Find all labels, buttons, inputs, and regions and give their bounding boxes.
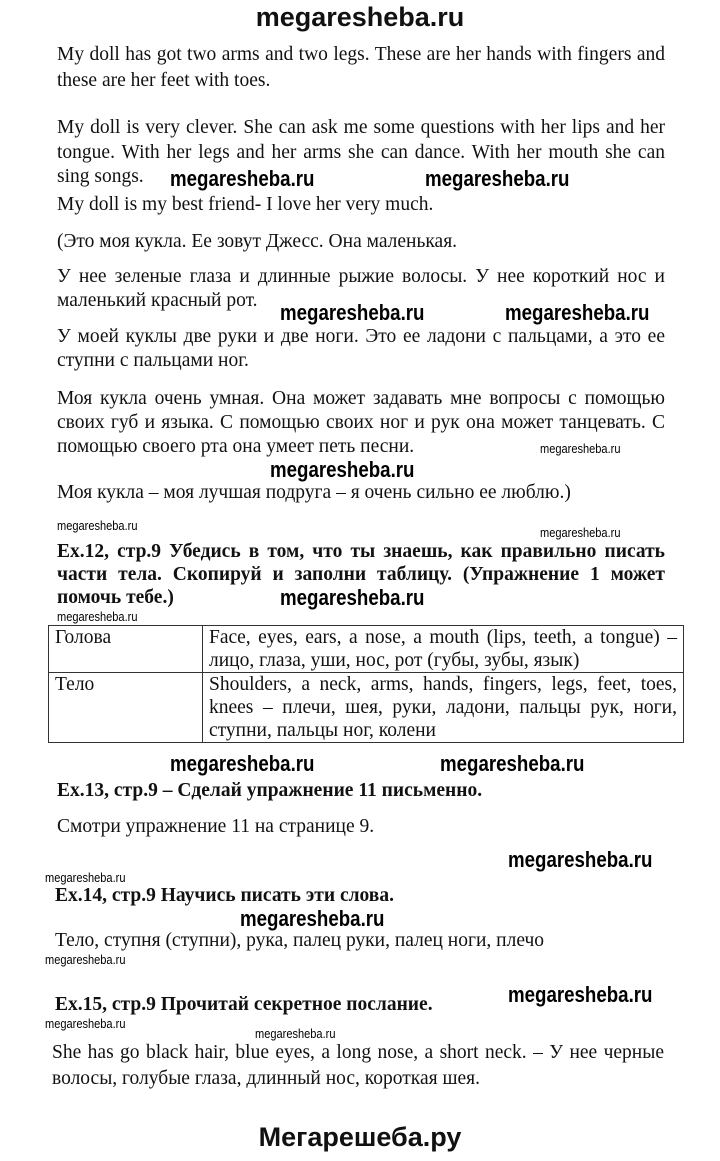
watermark-small: megaresheba.ru	[57, 518, 138, 533]
text-line: Моя кукла – моя лучшая подруга – я очень сильно ее люблю.)	[57, 482, 571, 503]
exercise-heading: части тела. Скопируй и заполни таблицу. (Упражнение 1 может	[57, 564, 665, 585]
watermark-small: megaresheba.ru	[45, 952, 126, 967]
text-line: У нее зеленые глаза и длинные рыжие волосы. У нее короткий нос и	[57, 266, 665, 287]
watermark: megaresheba.ru	[425, 166, 570, 191]
text-line: My doll is very clever. She can ask me some questions with her lips and her	[57, 117, 665, 138]
text-line: My doll has got two arms and two legs. These are her hands with fingers and	[57, 44, 665, 65]
exercise-heading: помочь тебе.)	[57, 587, 174, 608]
watermark-small: megaresheba.ru	[255, 1026, 336, 1041]
text-line: tongue. With her legs and her arms she can dance. With her mouth she can	[57, 142, 665, 163]
text-line: She has go black hair, blue eyes, a long nose, a short neck. – У нее черные	[52, 1042, 664, 1063]
text-line: помощью своего рта она умеет петь песни.	[57, 436, 415, 457]
text-line: Моя кукла очень умная. Она может задавать мне вопросы с помощью	[57, 388, 665, 409]
text-line: Тело, ступня (ступни), рука, палец руки, палец ноги, плечо	[55, 930, 545, 951]
text-line: своих губ и языка. С помощью своих ног и рук она может танцевать. С	[57, 412, 665, 433]
table-cell-text: Face, eyes, ears, a nose, a mouth (lips, teeth, a tongue) – лицо, глаза, уши, нос, рот (губы, зубы, язык)	[203, 626, 684, 673]
exercise-heading: Ex.12, стр.9 Убедись в том, что ты знаешь, как правильно писать	[57, 541, 665, 562]
body-parts-table	[48, 625, 684, 743]
watermark-small: megaresheba.ru	[45, 870, 126, 885]
text-line: маленький красный рот.	[57, 290, 258, 311]
text-line: sing songs.	[57, 166, 144, 187]
watermark: megaresheba.ru	[280, 585, 425, 610]
text-line: these are her feet with toes.	[57, 70, 271, 91]
table-cell-text: Shoulders, a neck, arms, hands, fingers, legs, feet, toes, knees – плечи, шея, руки, ладони, пальцы рук, ноги, ступни, пальцы ног, колени	[203, 673, 684, 743]
header-watermark: megaresheba.ru	[255, 2, 465, 32]
watermark: megaresheba.ru	[508, 847, 653, 872]
watermark: megaresheba.ru	[508, 982, 653, 1007]
exercise-heading: Ex.15, стр.9 Прочитай секретное послание.	[55, 994, 433, 1015]
text-line: Смотри упражнение 11 на странице 9.	[57, 816, 375, 837]
footer-watermark: Мегарешеба.ру	[258, 1122, 462, 1152]
watermark-small: megaresheba.ru	[57, 609, 138, 624]
table-cell-label: Голова	[49, 626, 203, 673]
watermark-small: megaresheba.ru	[45, 1016, 126, 1031]
table-row	[49, 673, 684, 743]
table-cell-label: Тело	[49, 673, 203, 743]
text-line: My doll is my best friend- I love her very much.	[57, 194, 434, 215]
text-line: У моей куклы две руки и две ноги. Это ее ладони с пальцами, а это ее	[57, 326, 665, 347]
watermark: megaresheba.ru	[170, 166, 315, 191]
watermark: megaresheba.ru	[280, 300, 425, 325]
watermark-small: megaresheba.ru	[540, 441, 621, 456]
watermark: megaresheba.ru	[505, 300, 650, 325]
watermark: megaresheba.ru	[240, 906, 385, 931]
watermark: megaresheba.ru	[440, 751, 585, 776]
text-line: ступни с пальцами ног.	[57, 350, 249, 371]
watermark: megaresheba.ru	[270, 457, 415, 482]
watermark-small: megaresheba.ru	[540, 525, 621, 540]
exercise-heading: Ex.13, стр.9 – Сделай упражнение 11 письменно.	[57, 780, 483, 801]
text-line: (Это моя кукла. Ее зовут Джесс. Она маленькая.	[57, 231, 458, 252]
exercise-heading: Ex.14, стр.9 Научись писать эти слова.	[55, 885, 394, 906]
text-line: волосы, голубые глаза, длинный нос, короткая шея.	[52, 1068, 480, 1089]
watermark: megaresheba.ru	[170, 751, 315, 776]
table-row	[49, 626, 684, 673]
